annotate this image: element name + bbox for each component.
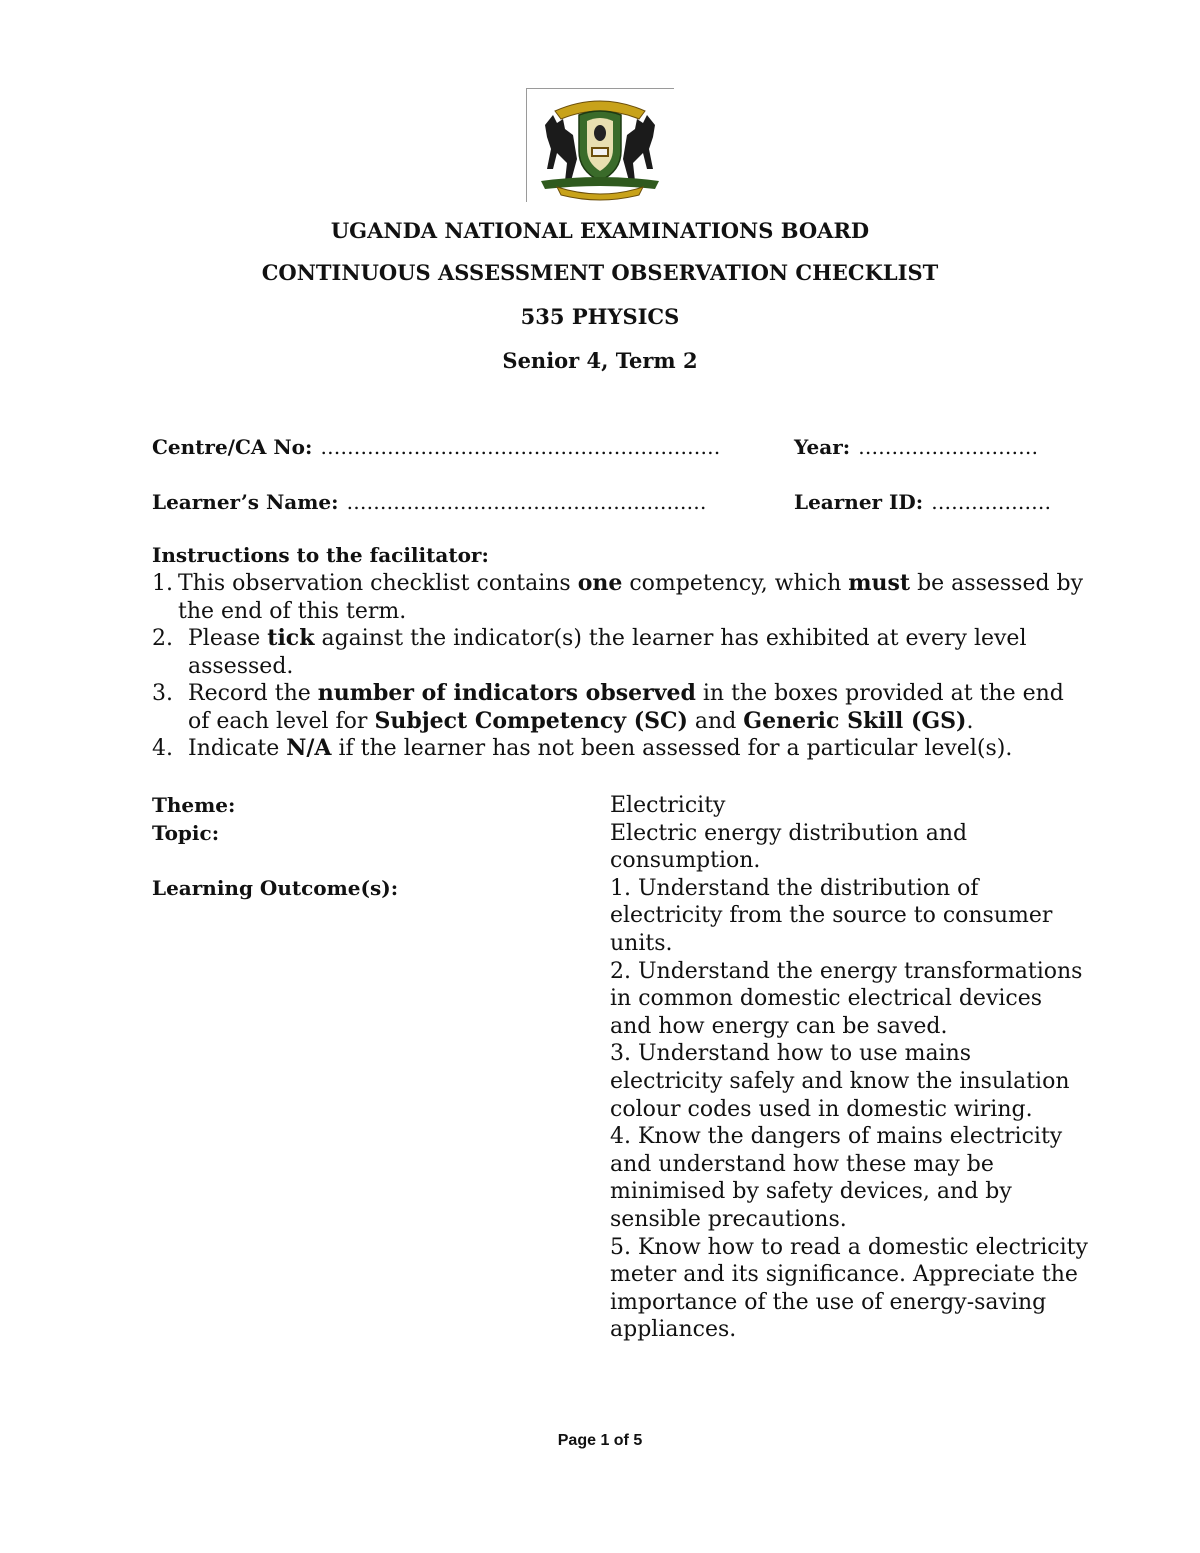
centre-blank: …………………………………………………… <box>320 435 721 459</box>
instruction-item: 4. Indicate N/A if the learner has not been assessed for a particular level(s). <box>152 735 1013 761</box>
learning-outcome: 2. Understand the energy transformations in common domestic electrical devices and how energy can be saved. <box>610 958 1083 1039</box>
learning-outcome: 1. Understand the distribution of electricity from the source to consumer units. <box>610 875 1053 956</box>
subject-title: 535 PHYSICS <box>520 304 680 329</box>
instruction-item: 3. Record the number of indicators observed in the boxes provided at the end of each level for Subject Competency (SC) and Generic Skill (GS). <box>152 680 1064 734</box>
centre-field <box>152 435 794 459</box>
centre-label: Centre/CA No: <box>152 435 313 459</box>
uneb-coat-of-arms-icon <box>526 88 674 202</box>
instruction-item: 2. Please tick against the indicator(s) the learner has exhibited at every level assessed. <box>152 625 1027 679</box>
topic-label: Topic: <box>152 820 220 845</box>
organization-title: UGANDA NATIONAL EXAMINATIONS BOARD <box>330 218 870 243</box>
instructions-title: Instructions to the facilitator: <box>152 543 489 567</box>
outcomes-label: Learning Outcome(s): <box>152 875 399 900</box>
theme-label: Theme: <box>152 793 236 817</box>
learning-outcome: 4. Know the dangers of mains electricity and understand how these may be minimised by safety devices, and by sensible precautions. <box>610 1124 1063 1232</box>
page-number: Page 1 of 5 <box>557 1432 643 1449</box>
learning-outcome: 5. Know how to read a domestic electricity meter and its significance. Appreciate the importance of the use of energy-saving appliances. <box>610 1234 1088 1343</box>
topic-value: Electric energy distribution and consumption. <box>610 820 968 874</box>
level-term: Senior 4, Term 2 <box>502 348 698 373</box>
theme-value: Electricity <box>610 793 726 818</box>
centre-year-row <box>152 435 1082 459</box>
learner-id-blank: ……………… <box>931 490 1052 514</box>
learner-name-field <box>152 490 794 514</box>
learner-row <box>152 490 1082 514</box>
learner-id-field <box>794 490 1051 514</box>
theme-row <box>152 792 1092 820</box>
learner-id-label: Learner ID: <box>794 490 924 514</box>
topic-row <box>152 820 1092 875</box>
learner-name-label: Learner’s Name: <box>152 490 339 514</box>
outcomes-list <box>610 875 1090 1344</box>
instructions-list <box>152 570 1092 763</box>
outcomes-row <box>152 875 1092 1344</box>
document-title: CONTINUOUS ASSESSMENT OBSERVATION CHECKLIST <box>261 260 939 285</box>
learning-outcome: 3. Understand how to use mains electricity safely and know the insulation colour codes used in domestic wiring. <box>610 1041 1070 1122</box>
year-label: Year: <box>794 435 851 459</box>
instruction-item: 1. This observation checklist contains one competency, which must be assessed by the end of this term. <box>152 570 1084 624</box>
learner-name-blank: ……………………………………………… <box>346 490 707 514</box>
year-field <box>794 435 1038 459</box>
year-blank: ……………………… <box>858 435 1039 459</box>
curriculum-details <box>152 792 1092 1344</box>
